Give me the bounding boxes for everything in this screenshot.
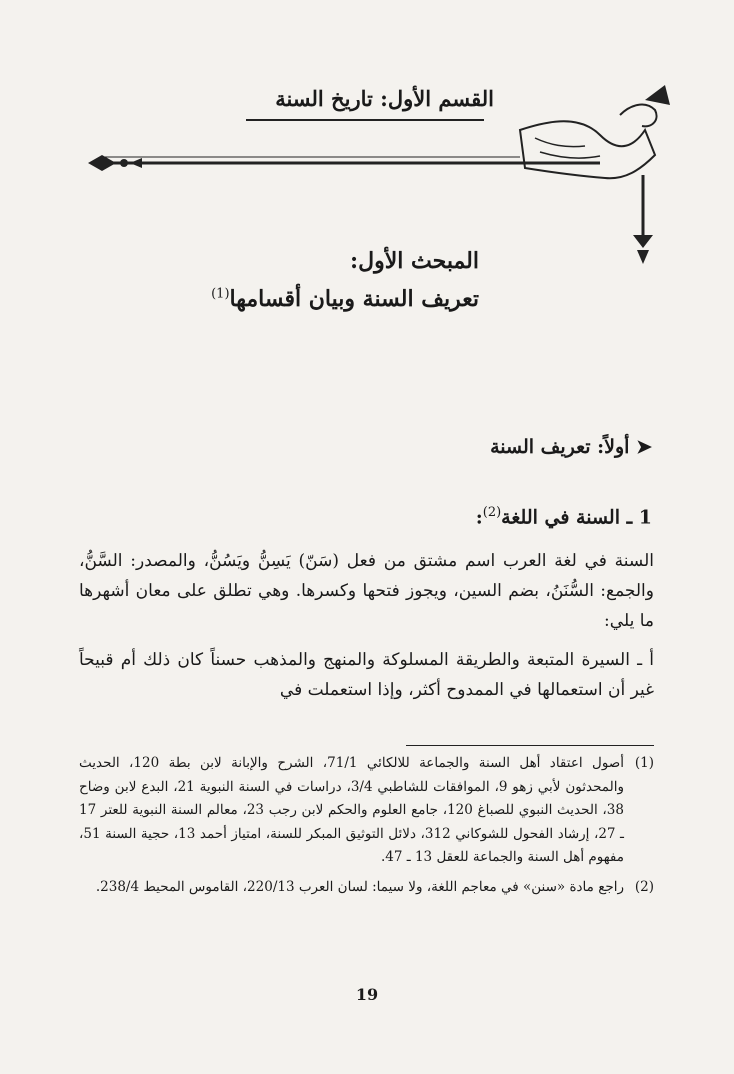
- page-number: 19: [355, 985, 379, 1004]
- footnote-text: أصول اعتقاد أهل السنة والجماعة للالكائي 71/1، الشرح والإبانة لابن بطة 120، الحديث والمحدثون لأبي زهو 9، الموافقات للشاطبي 3/4، دراسات في السنة النبوية 21، البدع لابن وضاح 38، الحديث النبوي للصباغ 120، جامع العلوم والحكم لابن رجب 23، معالم السنة النبوية للعتر 17 ـ 27، إرشاد الفحول للشوكاني 312، دلائل التوثيق المبكر للسنة، امتياز أحمد 13، حجية السنة 51، مفهوم أهل السنة والجماعة للعقل 13 ـ 47.: [79, 755, 625, 865]
- footnote-text: راجع مادة «سنن» في معاجم اللغة، ولا سيما: لسان العرب 220/13، القاموس المحيط 238/4.: [95, 878, 624, 895]
- footnote-number: (2): [634, 878, 654, 895]
- body-paragraph-2: أ ـ السيرة المتبعة والطريقة المسلوكة والمنهج والمذهب حسناً كان ذلك أم قبيحاً غير أن استعمالها في الممدوح أكثر، وإذا استعملت في: [79, 650, 654, 700]
- footnote-separator: [406, 745, 654, 746]
- footnotes: [79, 752, 654, 905]
- footnote-item: [79, 752, 654, 870]
- heading-language: [476, 505, 652, 528]
- chapter-title: المبحث الأول:: [349, 248, 479, 274]
- heading-first-definition: ➤ أولاً: تعريف السنة: [490, 436, 652, 458]
- heading-language-text: 1 ـ السنة في اللغة: [501, 506, 652, 529]
- chapter-subtitle: [211, 286, 479, 312]
- chapter-subtitle-text: تعريف السنة وبيان أقسامها: [229, 286, 479, 312]
- footnote-item: [79, 876, 654, 900]
- section-title: القسم الأول: تاريخ السنة: [275, 86, 494, 111]
- footnote-number: (1): [634, 755, 654, 771]
- heading-language-colon: :: [475, 506, 483, 529]
- section-title-underline: [246, 119, 484, 121]
- footnote-ref-1[interactable]: (1): [211, 286, 230, 302]
- footnote-ref-2[interactable]: (2): [482, 505, 502, 520]
- body-paragraph-1: السنة في لغة العرب اسم مشتق من فعل (سَنّ) يَسِنُّ ويَسُنُّ، والمصدر: السَّنُّ، والجمع: السُّنَنُ، بضم السين، ويجوز فتحها وكسرها. وهي تطلق على معان أشهرها ما يلي:: [79, 551, 654, 631]
